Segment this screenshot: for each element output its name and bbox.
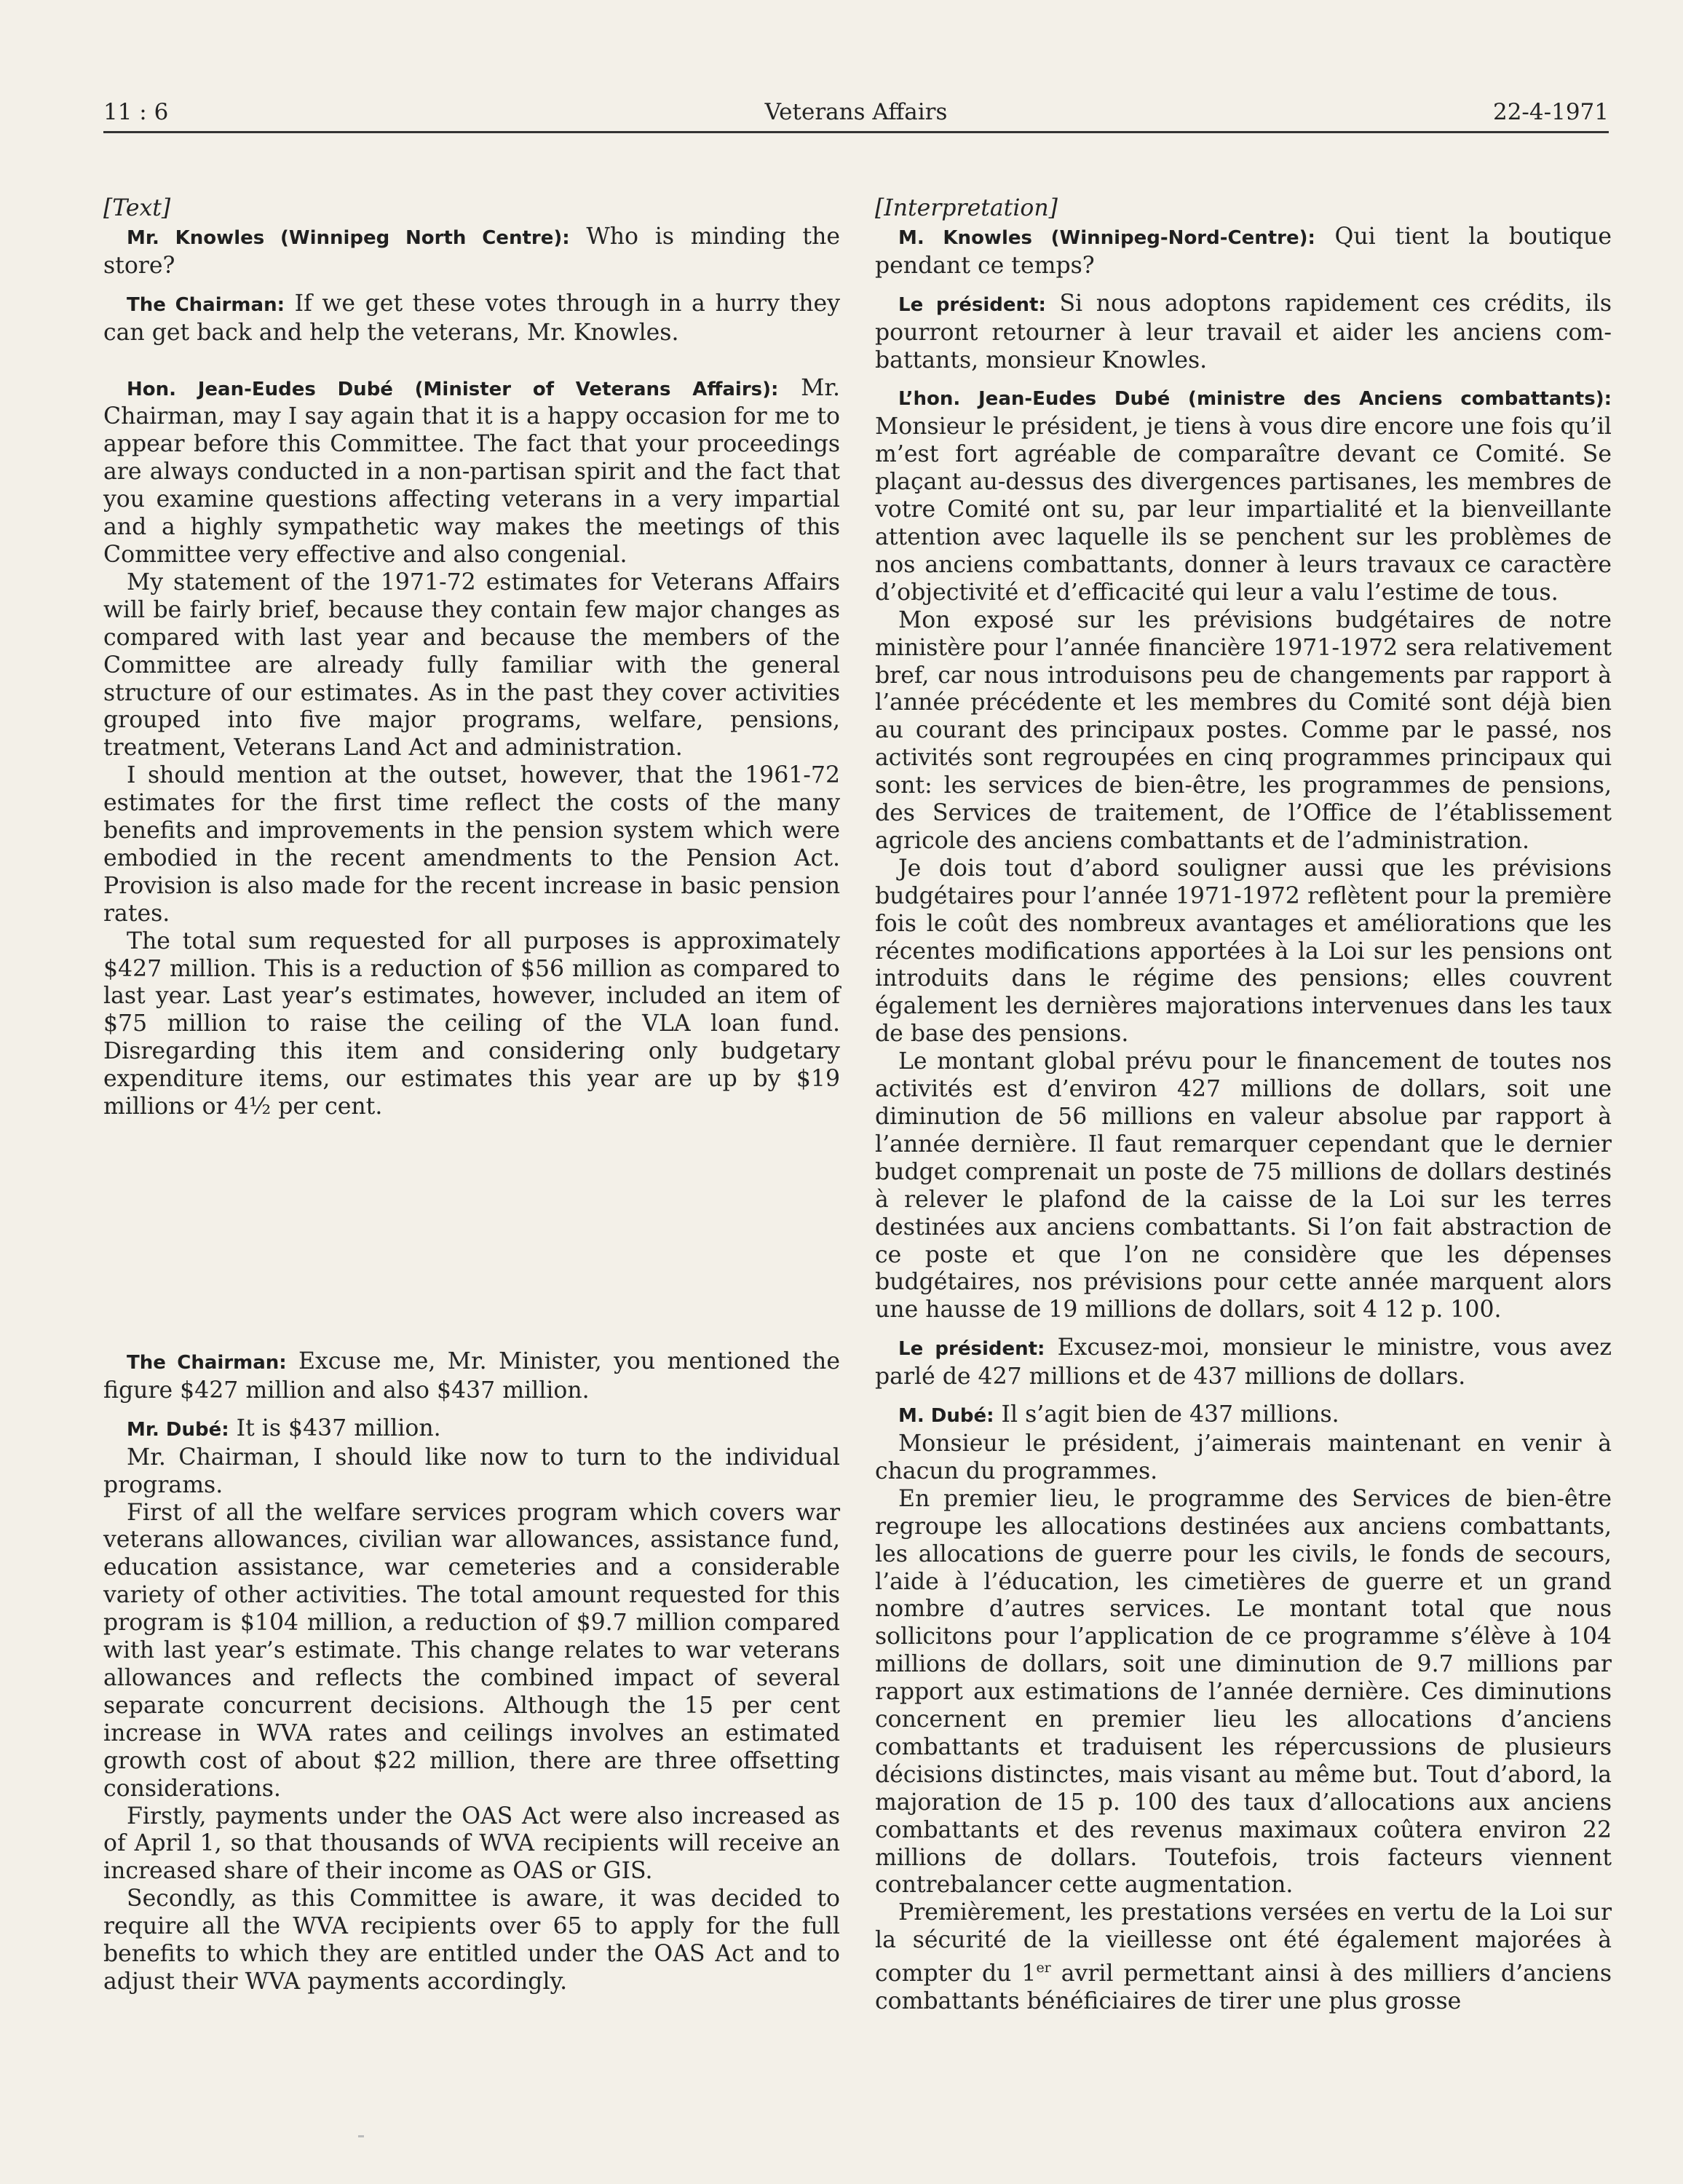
page-speck xyxy=(358,2135,364,2137)
body-paragraph: My statement of the 1971-72 estimates for Veterans Affairs will be fairly brief, because they contain few major changes as compared with last year and because the members of the Committee are already fully familiar with the general structure of our estimates. As in the past they cover activities grouped into five major programs, welfare, pensions, treatment, Veterans Land Act and administration. xyxy=(103,569,840,761)
body-paragraph: First of all the welfare services program which covers war veterans allowances, civilian war allowances, assistance fund, education assistance, war cemeteries and a considerable variety of other activities. The total amount requested for this program is $104 million, a reduction of $9.7 million compared with last year’s estimate. This change relates to war veterans allowances and reflects the combined impact of several separate concurrent decisions. Although the 15 per cent increase in WVA rates and ceilings involves an estimated growth cost of about $22 million, there are three offsetting considerations. xyxy=(103,1499,840,1802)
body-paragraph: Mr. Chairman, I should like now to turn to the individual programs. xyxy=(103,1444,840,1498)
speaker-name: M. Dubé: xyxy=(898,1405,994,1428)
speaker-name: Mr. Knowles (Winnipeg North Centre): xyxy=(127,226,570,249)
section-label: [Text] xyxy=(103,195,171,221)
speaker-name: Le président: xyxy=(898,293,1046,316)
body-paragraph: Je dois tout d’abord souligner aussi que les prévisions budgétaires pour l’année 1971-1972 reflètent pour la première fois le coût des nombreux avantages et améliorations que les récentes modifications apportées à la Loi sur les pensions ont introduits dans le régime des pensions; elles couvrent également les dernières majorations intervenues dans les taux de base des pensions. xyxy=(875,855,1612,1048)
speaker-name: M. Knowles (Winnipeg-Nord-Centre): xyxy=(898,226,1315,249)
speaker-name: L’hon. Jean-Eudes Dubé (ministre des Anciens combattants): xyxy=(898,388,1612,411)
speech-paragraph: The Chairman: If we get these votes through in a hurry they can get back and help the veterans, Mr. Knowles. xyxy=(103,290,840,346)
body-paragraph: I should mention at the outset, however, that the 1961-72 estimates for the first time reflect the costs of the many benefits and improvements in the pension system which were embodied in the recent amendments to the Pension Act. Provision is also made for the recent increase in basic pension rates. xyxy=(103,762,840,927)
french-column xyxy=(875,195,1612,2016)
speaker-name: Mr. Dubé: xyxy=(127,1418,229,1441)
speech-paragraph: Mr. Dubé: It is $437 million. xyxy=(127,1415,441,1441)
body-paragraph: The total sum requested for all purposes is approximately $427 million. This is a reduction of $56 million as compared to last year. Last year’s estimates, however, included an item of $75 million to raise the ceiling of the VLA loan fund. Disregarding this item and considering only budgetary expenditure items, our estimates this year are up by $19 millions or 4½ per cent. xyxy=(103,927,840,1120)
body-paragraph: Monsieur le président, j’aimerais maintenant en venir à chacun du programmes. xyxy=(875,1430,1612,1484)
body-paragraph: Secondly, as this Committee is aware, it was decided to require all the WVA recipients over 65 to apply for the full benefits to which they are entitled under the OAS Act and to adjust their WVA payments accordingly. xyxy=(103,1886,840,1995)
section-label: [Interpretation] xyxy=(875,195,1058,221)
speaker-name: Le président: xyxy=(898,1338,1045,1361)
speaker-name: Hon. Jean-Eudes Dubé (Minister of Veterans Affairs): xyxy=(127,378,779,400)
speech-paragraph: M. Knowles (Winnipeg-Nord-Centre): Qui tient la boutique pendant ce temps? xyxy=(875,223,1612,279)
speech-paragraph: The Chairman: Excuse me, Mr. Minister, you mentioned the figure $427 million and also $437 million. xyxy=(103,1348,840,1404)
running-header xyxy=(103,96,1609,133)
body-paragraph: Firstly, payments under the OAS Act were also increased as of April 1, so that thousands of WVA recipients will receive an increased share of their income as OAS or GIS. xyxy=(103,1803,840,1885)
speech-paragraph: Hon. Jean-Eudes Dubé (Minister of Veterans Affairs): Mr. Chairman, may I say again that it is a happy occasion for me to appear before this Committee. The fact that your proceedings are always conducted in a non-partisan spirit and the fact that you examine questions affecting veterans in a very impartial and a highly sympathetic way makes the meetings of this Committee very effective and also congenial. xyxy=(103,374,840,568)
english-column xyxy=(103,195,840,1996)
running-title: Veterans Affairs xyxy=(764,99,948,125)
speaker-name: The Chairman: xyxy=(127,293,285,316)
body-paragraph: Le montant global prévu pour le financement de toutes nos activités est d’environ 427 millions de dollars, soit une diminution de 56 millions en valeur absolue par rapport à l’année dernière. Il faut remarquer cependant que le dernier budget comprenait un poste de 75 millions de dollars destinés à relever le plafond de la caisse de la Loi sur les terres destinées aux anciens combattants. Si l’on fait abstraction de ce poste et que l’on ne considère que les dépenses budgétaires, nos prévisions pour cette année marquent alors une hausse de 19 millions de dollars, soit 4 12 p. 100. xyxy=(875,1048,1612,1324)
speech-paragraph: Le président: Excusez-moi, monsieur le ministre, vous avez parlé de 427 millions et de 437 millions de dollars. xyxy=(875,1334,1612,1390)
speech-paragraph: L’hon. Jean-Eudes Dubé (ministre des Anciens combattants): Monsieur le président, je tiens à vous dire encore une fois qu’il m’est fort agréable de comparaître devant ce Comité. Se plaçant au-dessus des divergences partisanes, les membres de votre Comité ont su, par leur impartialité et la bienveillante attention avec laquelle ils se penchent sur les problèmes de nos anciens combattants, donner à leurs travaux ce caractère d’objectivité et d’efficacité qui leur a valu l’estime de tous. xyxy=(875,388,1612,606)
body-paragraph: Premièrement, les prestations versées en vertu de la Loi sur la sécurité de la vieillesse ont été également majorées à compter du 1er avril permettant ainsi à des milliers d’anciens combattants bénéficiaires de tirer une plus grosse xyxy=(875,1899,1612,2015)
speech-paragraph: M. Dubé: Il s’agit bien de 437 millions. xyxy=(898,1401,1339,1428)
speech-paragraph: Le président: Si nous adoptons rapidement ces crédits, ils pourront retourner à leur travail et aider les anciens combattants, monsieur Knowles. xyxy=(875,290,1612,373)
header-date: 22-4-1971 xyxy=(1492,99,1609,125)
speaker-name: The Chairman: xyxy=(127,1352,287,1374)
speech-paragraph: Mr. Knowles (Winnipeg North Centre): Who is minding the store? xyxy=(103,223,840,279)
body-paragraph: En premier lieu, le programme des Services de bien-être regroupe les allocations destinées aux anciens combattants, les allocations de guerre pour les civils, le fonds de secours, l’aide à l’éducation, les cimetières de guerre et un grand nombre d’autres services. Le montant total que nous sollicitons pour l’application de ce programme s’élève à 104 millions de dollars, soit une diminution de 9.7 millions par rapport aux estimations de l’année dernière. Ces diminutions concernent en premier lieu les allocations d’anciens combattants et traduisent les répercussions de plusieurs décisions distinctes, mais visant au même but. Tout d’abord, la majoration de 15 p. 100 des taux d’allocations aux anciens combattants et des revenus maximaux coûtera environ 22 millions de dollars. Toutefois, trois facteurs viennent contrebalancer cette augmentation. xyxy=(875,1485,1612,1899)
body-paragraph: Mon exposé sur les prévisions budgétaires de notre ministère pour l’année financière 1971-1972 sera relativement bref, car nous introduisons peu de changements par rapport à l’année précédente et les membres du Comité sont déjà bien au courant des principaux postes. Comme par le passé, nos activités sont regroupées en cinq programmes principaux qui sont: les services de bien-être, les programmes de pensions, des Services de traitement, de l’Office de l’établissement agricole des anciens combattants et de l’administration. xyxy=(875,606,1612,854)
page-number: 11 : 6 xyxy=(103,99,169,125)
